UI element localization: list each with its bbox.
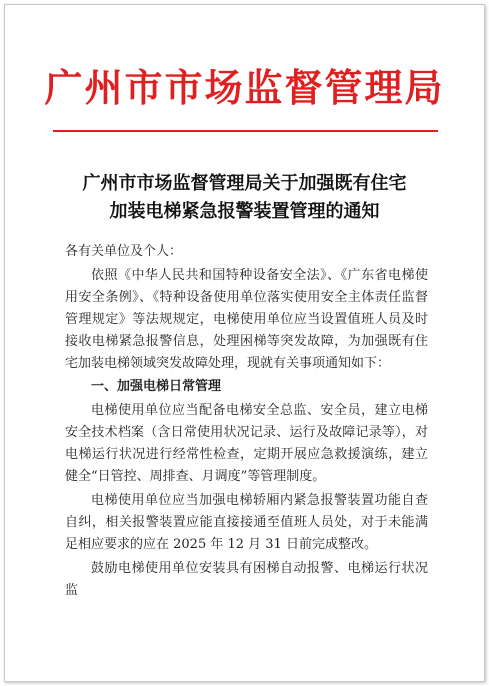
agency-masthead: 广州市市场监督管理局 [44, 65, 445, 110]
section-heading-1: 一、加强电梯日常管理 [91, 379, 222, 394]
notice-body [65, 241, 428, 602]
body-paragraph: 鼓励电梯使用单位安装具有困梯自动报警、电梯运行状况监 [65, 561, 428, 598]
red-divider-line [53, 130, 438, 132]
notice-title-line-2: 加装电梯紧急报警装置管理的通知 [109, 201, 380, 222]
body-paragraph: 电梯使用单位应当配备电梯安全总监、安全员，建立电梯安全技术档案（含日常使用状况记录、运行及故障记录等），对电梯运行状况进行经常性检查，定期开展应急救援演练，建立健全“日管控、周排查、月调度”等管理制度。 [65, 403, 428, 484]
intro-paragraph: 依照《中华人民共和国特种设备安全法》、《广东省电梯使用安全条例》、《特种设备使用单位落实使用安全主体责任监督管理规定》等法规规定，电梯使用单位应当设置值班人员及时接收电梯紧急报警信息，处理困梯等突发故障，为加强既有住宅加装电梯领域突发故障处理，现就有关事项通知如下： [65, 268, 428, 371]
document-page [4, 4, 485, 682]
salutation: 各有关单位及个人： [65, 244, 183, 259]
body-paragraph: 电梯使用单位应当加强电梯轿厢内紧急报警装置功能自查自纠，相关报警装置应能直接接通至值班人员处，对于未能满足相应要求的应在 2025 年 12 月 31 日前完成整改。 [65, 493, 428, 552]
notice-title-line-1: 广州市市场监督管理局关于加强既有住宅 [82, 173, 407, 194]
